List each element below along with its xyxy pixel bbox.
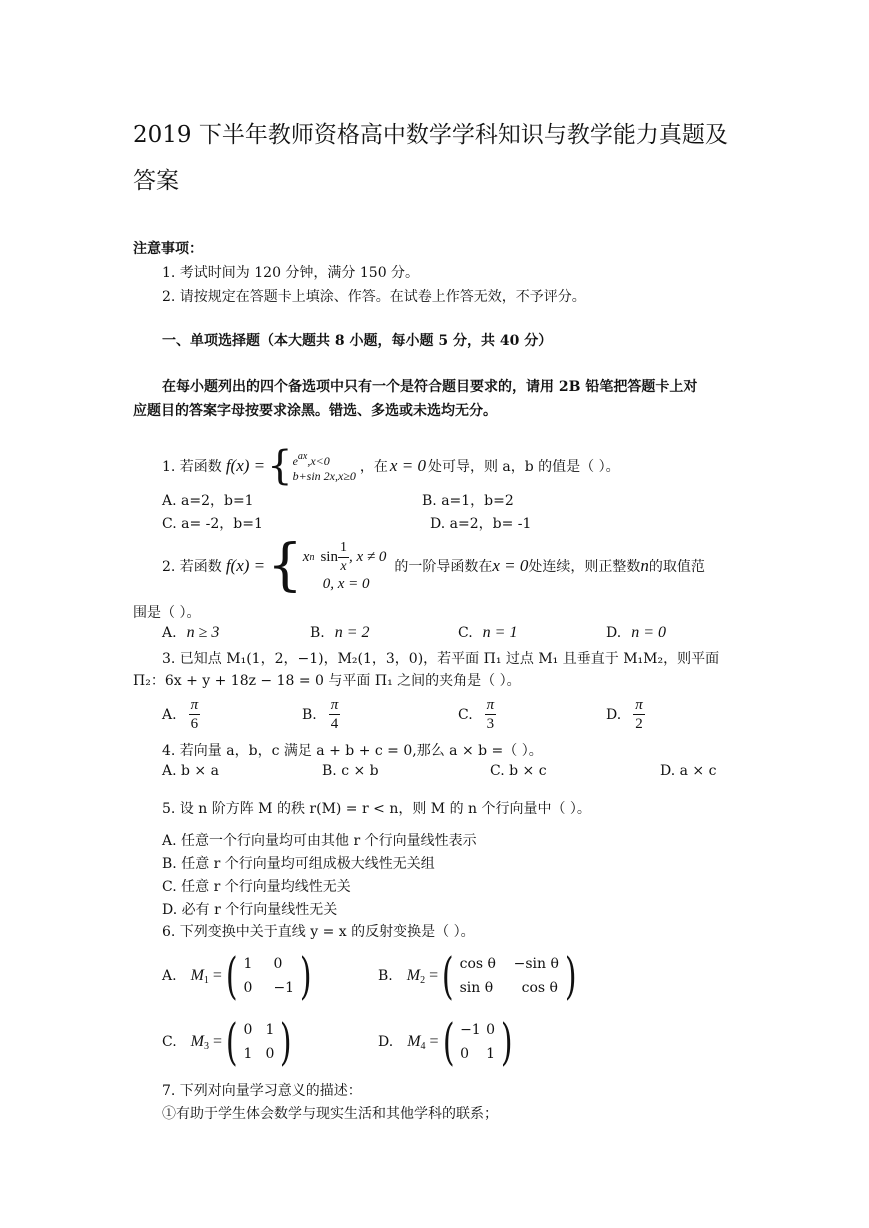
q2-brace: {	[267, 533, 303, 598]
section-heading: 一、单项选择题（本大题共 8 小题，每小题 5 分，共 40 分）	[162, 333, 553, 349]
q5-option-a[interactable]: A. 任意一个行向量均可由其他 r 个行向量线性表示	[162, 833, 477, 849]
q5-option-b[interactable]: B. 任意 r 个行向量均可组成极大线性无关组	[162, 856, 435, 872]
q6-stem: 6. 下列变换中关于直线 y = x 的反射变换是（ ）。	[162, 924, 475, 940]
q6-option-a[interactable]: A. $M_1$ = ( 1 0 0 −1 )	[162, 947, 312, 1005]
q2-case-1: x n sin $\frac{1}{x}$ , x ≠ 0	[302, 540, 387, 574]
notice-item-2: 2. 请按规定在答题卡上填涂、作答。在试卷上作答无效，不予评分。	[162, 289, 586, 305]
notice-item-1: 1. 考试时间为 120 分钟，满分 150 分。	[162, 265, 420, 281]
q2-option-d[interactable]: D. n = 0	[606, 624, 666, 641]
q1-middle: ，在	[359, 459, 388, 475]
q1-option-b[interactable]: B. a=1，b=2	[422, 493, 514, 509]
q3-stem-line2: Π₂：6x + y + 18z − 18 = 0 与平面 Π₁ 之间的夹角是（ ）。	[133, 673, 521, 689]
q7-item-1: ①有助于学生体会数学与现实生活和其他学科的联系；	[162, 1106, 498, 1122]
q2-cases	[303, 539, 387, 593]
q3-option-a[interactable]: A. $\frac{\pi}{6}$	[162, 697, 199, 732]
q6-option-c[interactable]: C. $M_3$ = ( 0 1 1 0 )	[162, 1013, 293, 1071]
q6-option-b[interactable]: B. $M_2$ = ( cos θ −sin θ sin θ cos θ )	[378, 947, 577, 1005]
q1-option-d[interactable]: D. a=2，b= -1	[430, 516, 532, 532]
section-instructions-line1: 在每小题列出的四个备选项中只有一个是符合题目要求的，请用 2B 铅笔把答题卡上对	[162, 379, 698, 395]
q1-function: f(x) =	[225, 456, 266, 475]
q1-brace: {	[267, 443, 293, 489]
q4-option-c[interactable]: C. b × c	[490, 763, 547, 779]
q2-continuation: 围是（ ）。	[133, 605, 201, 621]
notice-heading: 注意事项：	[133, 241, 203, 257]
q3-stem-line1: 3. 已知点 M₁(1，2，−1)，M₂(1，3，0)，若平面 Π₁ 过点 M₁ 且垂直于 M₁M₂，则平面	[162, 651, 720, 667]
matrix-m4: −1 0 0 1	[460, 1022, 495, 1062]
q2-suffix-c: 的取值范	[648, 559, 705, 575]
q1-case-2: b+sin 2x,x≥0	[292, 468, 356, 483]
q3-option-d[interactable]: D. $\frac{\pi}{2}$	[606, 697, 643, 732]
q4-option-a[interactable]: A. b × a	[162, 763, 219, 779]
q4-option-b[interactable]: B. c × b	[322, 763, 379, 779]
matrix-m3: 0 1 1 0	[243, 1022, 275, 1062]
q2-suffix-b: 处连续，则正整数	[528, 559, 641, 575]
q2-function: f(x) =	[225, 556, 266, 575]
q2-option-b[interactable]: B. n = 2	[310, 624, 370, 641]
q2-condition: x = 0	[492, 556, 529, 575]
q2-case-2: 0, x = 0	[322, 576, 370, 592]
q2-suffix-a: 的一阶导函数在	[394, 559, 493, 575]
q1-case-1: $e^{ax},x<0$	[292, 450, 330, 468]
q2-prefix: 2. 若函数	[162, 559, 222, 575]
q1-condition: x = 0	[389, 456, 426, 475]
q5-option-c[interactable]: C. 任意 r 个行向量均线性无关	[162, 879, 351, 895]
q1-prefix: 1. 若函数	[162, 459, 222, 475]
q1-option-c[interactable]: C. a= -2，b=1	[162, 516, 263, 532]
q4-stem: 4. 若向量 a，b，c 满足 a + b + c = 0,那么 a × b =（ ）。	[162, 743, 543, 759]
q1-cases	[293, 449, 356, 484]
page-title-line2: 答案	[133, 168, 179, 194]
question-2-stem	[162, 533, 705, 598]
matrix-m1: 1 0 0 −1	[243, 956, 295, 996]
q3-option-c[interactable]: C. $\frac{\pi}{3}$	[458, 697, 495, 732]
q5-option-d[interactable]: D. 必有 r 个行向量线性无关	[162, 902, 338, 918]
q2-option-a[interactable]: A. n ≥ 3	[162, 624, 220, 641]
page-title-line1: 2019 下半年教师资格高中数学学科知识与教学能力真题及	[133, 122, 728, 148]
q2-option-c[interactable]: C. n = 1	[458, 624, 518, 641]
q4-option-d[interactable]: D. a × c	[660, 763, 717, 779]
q7-stem: 7. 下列对向量学习意义的描述：	[162, 1083, 362, 1099]
question-1-stem	[162, 443, 620, 489]
q1-suffix: 处可导，则 a，b 的值是（ ）。	[427, 459, 620, 475]
q3-option-b[interactable]: B. $\frac{\pi}{4}$	[302, 697, 339, 732]
q1-option-a[interactable]: A. a=2，b=1	[162, 493, 254, 509]
matrix-m2: cos θ −sin θ sin θ cos θ	[459, 956, 559, 996]
section-instructions-line2: 应题目的答案字母按要求涂黑。错选、多选或未选均无分。	[133, 403, 497, 419]
q2-n: n	[640, 556, 649, 575]
q5-stem: 5. 设 n 阶方阵 M 的秩 r(M) = r < n，则 M 的 n 个行向量中（ ）。	[162, 801, 591, 817]
q6-option-d[interactable]: D. $M_4$ = ( −1 0 0 1 )	[378, 1013, 513, 1071]
